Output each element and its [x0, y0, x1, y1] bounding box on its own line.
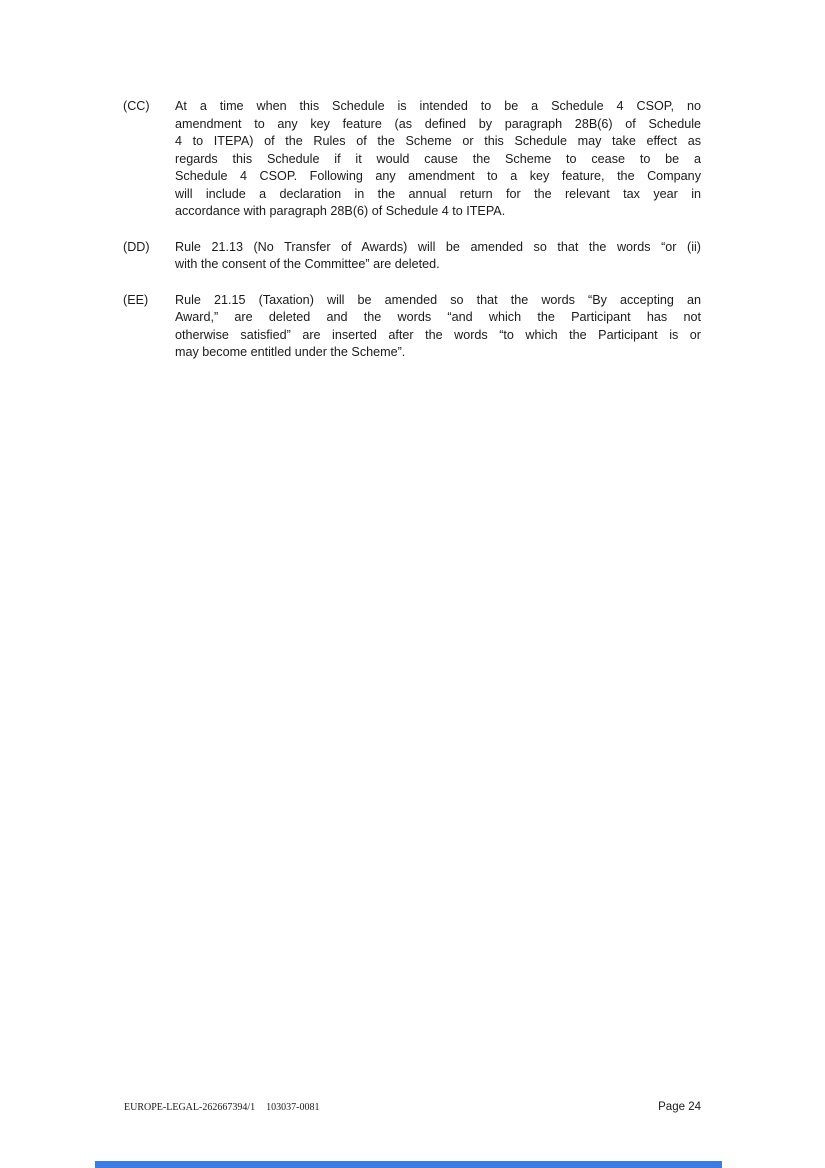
paragraph-line: may become entitled under the Scheme”.: [175, 345, 406, 359]
paragraph-lines: [175, 98, 701, 221]
paragraph: [123, 98, 701, 221]
paragraph-label: (EE): [123, 292, 149, 307]
footer-document-reference: [124, 1102, 319, 1113]
paragraph: [123, 292, 701, 362]
paragraph: [123, 239, 701, 274]
paragraph-line: Schedule 4 CSOP. Following any amendment to a key feature, the Company: [175, 169, 701, 183]
paragraph-line: Award,” are deleted and the words “and which the Participant has not: [175, 310, 701, 324]
paragraph-line: otherwise satisfied” are inserted after the words “to which the Participant is or: [175, 327, 701, 342]
paragraph-line: will include a declaration in the annual return for the relevant tax year in: [175, 186, 701, 201]
paragraph-label: (CC): [123, 99, 150, 113]
paragraph-lines: [175, 292, 701, 362]
footer-matter-number: 103037-0081: [266, 1102, 320, 1113]
bottom-scrollbar[interactable]: [95, 1161, 722, 1168]
paragraph-line: accordance with paragraph 28B(6) of Schedule 4 to ITEPA.: [175, 204, 506, 218]
paragraph-lines: [175, 239, 701, 274]
paragraph-line: Rule 21.15 (Taxation) will be amended so that the words “By accepting an: [175, 292, 701, 307]
paragraph-line: amendment to any key feature (as defined by paragraph 28B(6) of Schedule: [175, 116, 701, 131]
paragraph-line: regards this Schedule if it would cause the Scheme to cease to be a: [175, 151, 701, 166]
page-number-label: Page 24: [658, 1101, 701, 1113]
paragraph-line: At a time when this Schedule is intended to be a Schedule 4 CSOP, no: [175, 99, 701, 113]
paragraph-line: Rule 21.13 (No Transfer of Awards) will be amended so that the words “or (ii): [175, 239, 701, 254]
paragraph-line: with the consent of the Committee” are deleted.: [175, 257, 440, 271]
document-body: [123, 98, 701, 380]
paragraph-label: (DD): [123, 239, 150, 254]
footer-reference-id: EUROPE-LEGAL-262667394/1: [124, 1102, 256, 1113]
paragraph-line: 4 to ITEPA) of the Rules of the Scheme or this Schedule may take effect as: [175, 134, 701, 148]
